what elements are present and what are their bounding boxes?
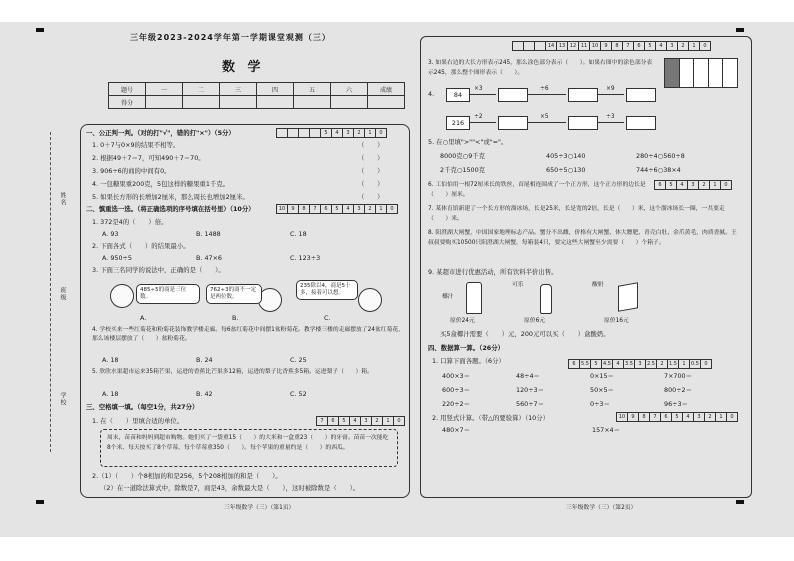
- sec1-item: 1. 0＋7与0×9的结果不相等。: [92, 141, 180, 149]
- corner-mark: [36, 28, 44, 32]
- option-c[interactable]: C. 18: [290, 230, 307, 238]
- arrow: [528, 94, 566, 95]
- score-head: 三: [220, 83, 257, 96]
- option-b[interactable]: B. 42: [196, 390, 213, 398]
- sec1-score-strip: 5 4 3 2 1 0: [276, 128, 387, 138]
- option-c[interactable]: C. 123÷3: [290, 254, 321, 262]
- chain-op: ÷6: [540, 86, 549, 92]
- arrow: [598, 122, 624, 123]
- score-head: 五: [294, 83, 331, 96]
- sec1-title: 一、公正判一判。（对的打"√"，错的打"×"）（5分）: [86, 129, 235, 137]
- sec1-item: 3. 906÷6的商的中间有0。: [92, 167, 171, 175]
- name-label: 姓名: [59, 192, 66, 206]
- option-b[interactable]: B. 47×6: [196, 254, 222, 262]
- subject-title: 数 学: [222, 60, 265, 75]
- calc-score-strip: 6 5.5 5 4.5 4 3.5 3 2.5 2 1.5 1 0.5 0: [568, 359, 712, 369]
- answer-paren[interactable]: （ ）: [358, 193, 384, 201]
- calc-item[interactable]: 0×15＝: [590, 372, 614, 380]
- score-cell[interactable]: [220, 96, 257, 109]
- r-q6: 6. 工伯伯用一根72厘米长的铁丝，首尾相连围成了一个正方形，这个正方形的边长是（ ）厘米。: [428, 182, 646, 198]
- answer-box[interactable]: [498, 116, 528, 130]
- sec3-score-strip: 7 6 5 4 3 2 1 0: [316, 416, 405, 426]
- vert-item[interactable]: 480×7＝: [442, 426, 471, 434]
- compare-item[interactable]: 405÷3○140: [546, 152, 586, 160]
- arrow: [598, 94, 624, 95]
- calc-item[interactable]: 400×3＝: [442, 372, 471, 380]
- r-q9: 9. 某超市进行优惠活动，所有饮料半价出售。: [428, 268, 558, 276]
- chain-op: ×3: [474, 86, 483, 92]
- chain-op: ÷2: [474, 114, 483, 120]
- score-cell[interactable]: [331, 96, 368, 109]
- option-b[interactable]: B. 1488: [196, 230, 221, 238]
- r-q7: 7. 某体育馆新建了一个长方形的溜冰场，长是25米，长是宽的2倍，长是（ ）米，这个溜冰场长一圈，一共要走（ ）米。: [428, 206, 725, 222]
- score-head: 成绩: [368, 83, 405, 96]
- chain-op: ÷3: [606, 114, 615, 120]
- option-a[interactable]: A. 950÷5: [102, 254, 132, 262]
- calc-title: 1. 口算下面各题。（6分）: [432, 357, 505, 365]
- exam-title: 三年级2023-2024学年第一学期课堂观测（三）: [130, 33, 331, 42]
- drink-name: 酸奶: [592, 282, 604, 288]
- calc-item[interactable]: 48÷4＝: [516, 372, 540, 380]
- class-label: 班级: [59, 287, 66, 301]
- score-label: 得分: [109, 96, 146, 109]
- kid-avatar: [110, 284, 134, 308]
- compare-item[interactable]: 2千克○1500克: [440, 166, 486, 174]
- r-q3: 3. 如果右边的大长方形表示245，那么涂色部分表示（ ）。如果右图中的涂色部分表示245，那么整个图形表示（ ）。: [428, 60, 653, 76]
- score-cell[interactable]: [257, 96, 294, 109]
- speech-bubble: 235除以4，商是5十多，接着可以想。: [296, 280, 358, 300]
- score-head: 六: [331, 83, 368, 96]
- speech-bubble: 762÷3的商不一定是两位数。: [206, 284, 262, 304]
- r-q5: 5. 在○里填">""<"或"="。: [428, 138, 508, 146]
- exam-sheet: [0, 22, 794, 537]
- sec3-q2b: （2）在一道除法算式中，除数是7，商是43，余数最大是（ ），这时被除数是（ ）。: [100, 484, 360, 492]
- score-head: 题号: [109, 83, 146, 96]
- calc-item[interactable]: 7×700＝: [664, 372, 693, 380]
- drink-price: 原价24元: [450, 318, 475, 324]
- compare-item[interactable]: 650÷5○130: [546, 166, 586, 174]
- vert-title: 2. 用竖式计算。（带△的要验算）（10分）: [432, 414, 550, 422]
- score-cell[interactable]: [294, 96, 331, 109]
- fraction-rect: [664, 58, 738, 88]
- sec3-q2: 2.（1）（ ）个8相加的和是256，5个208相加的和是（ ）。: [92, 472, 282, 480]
- calc-item[interactable]: 120÷3＝: [516, 386, 545, 394]
- speech-bubble: 485÷5的商是三位数。: [136, 284, 200, 304]
- score-cell[interactable]: [183, 96, 220, 109]
- score-head: 二: [183, 83, 220, 96]
- r-q4: 4.: [428, 90, 435, 98]
- answer-paren[interactable]: （ ）: [358, 180, 384, 188]
- calc-item[interactable]: 800÷2＝: [664, 386, 693, 394]
- coconut-juice-icon: [466, 282, 482, 314]
- answer-paren[interactable]: （ ）: [358, 154, 384, 162]
- yogurt-box-icon: [618, 282, 638, 312]
- sec1-item: 2. 根据49＋7＝7，可知490＋7＝70。: [92, 154, 205, 162]
- answer-box[interactable]: [626, 88, 656, 102]
- sec1-item: 5. 如果长方形的长增加2厘米，那么周长也增加2厘米。: [92, 193, 249, 201]
- answer-paren[interactable]: （ ）: [358, 141, 384, 149]
- sec3-title: 三、空格填一填。（每空1分，共27分）: [86, 403, 199, 411]
- sec2-title: 二、慎重选一选。（将正确选项的序号填在括号里）（10分）: [86, 205, 255, 213]
- cola-bottle-icon: [540, 284, 552, 314]
- answer-box[interactable]: [568, 116, 598, 130]
- calc-item[interactable]: 96÷3＝: [664, 400, 688, 408]
- chain1-start: 84: [446, 88, 470, 102]
- sec2-q4: 4. 学校买来一些红菊花和粉菊花装饰教学楼走廊。每6盆红菊花中间摆1盆粉菊花。教学楼三楼的走廊摆放了24盆红菊花，那么该楼层摆放了（ ）盆粉菊花。: [92, 327, 404, 342]
- chain-op: ×5: [540, 114, 549, 120]
- answer-paren[interactable]: （ ）: [358, 167, 384, 175]
- sec2-score-strip: 10 9 8 7 6 5 4 3 2 1 0: [276, 204, 398, 214]
- option-a[interactable]: A. 93: [102, 230, 119, 238]
- unit-fill-box: [100, 429, 398, 467]
- drink-name: 可乐: [512, 282, 524, 288]
- calc-item[interactable]: 560÷7＝: [516, 400, 545, 408]
- binding-line: [50, 132, 51, 452]
- sec4-title: 四、数据算一算。（26分）: [428, 344, 504, 352]
- drink-name: 椰汁: [442, 294, 454, 300]
- option-c[interactable]: C.: [324, 314, 331, 322]
- option-a[interactable]: A.: [140, 314, 147, 322]
- school-label: 学校: [59, 392, 66, 406]
- option-c[interactable]: C. 52: [290, 390, 307, 398]
- option-a[interactable]: A. 18: [102, 356, 119, 364]
- score-cell[interactable]: [368, 96, 405, 109]
- shaded-part: [665, 59, 680, 87]
- chain-op: ×9: [606, 86, 615, 92]
- arrow: [528, 122, 566, 123]
- option-a[interactable]: A. 18: [102, 390, 119, 398]
- calc-item[interactable]: 50×5＝: [590, 386, 614, 394]
- r-q8: 8. 阳澄湖大闸蟹，中国国家地理标志产品。蟹分不出雌，价格有大闸蟹、体大膘肥、青壳白肚、金爪黄毛，肉质香腻。王叔叔要购买10500只阳澄湖大闸蟹，每箱装4只，要完这些大闸蟹至少需要（ ）个箱子。: [428, 230, 737, 246]
- sec2-q1: 1. 372是4的（ ）倍。: [92, 218, 168, 226]
- r-q9-text: 买5盒椰汁需要（ ）元，200元可以买（ ）盒酸奶。: [440, 330, 610, 338]
- answer-box[interactable]: [568, 88, 598, 102]
- answer-box[interactable]: [498, 88, 528, 102]
- unit-fill-text: 周末，苗苗和妈妈到超市购物。她们买了一袋重15（ ）的大米和一盒重23（ ）的牙膏。苗苗一次能吃8个米，每天按买了8个草莓，每个草莓重350（ ）。每个苹果的重量约是（ ）的西瓜。: [107, 435, 389, 451]
- corner-mark: [736, 500, 744, 504]
- drink-price: 原价6元: [524, 318, 546, 324]
- compare-item[interactable]: 8000克○9千克: [440, 152, 486, 160]
- compare-item[interactable]: 280÷4○560÷8: [636, 152, 685, 160]
- sec2-q5: 5. 欣欣水果超市运来35箱芒果，运进的香蕉比芒果多12箱，运进的梨子比香蕉多5箱。运进梨子（ ）箱。: [92, 369, 373, 375]
- answer-box[interactable]: [626, 116, 656, 130]
- chain2-start: 216: [446, 116, 470, 130]
- right-score-strip: 14 13 12 11 10 9 8 7 6 5 4 3 2 1 0: [512, 41, 711, 51]
- arrow: [470, 122, 496, 123]
- arrow: [470, 94, 496, 95]
- vert-item[interactable]: 157×4＝: [592, 426, 621, 434]
- score-head: 四: [257, 83, 294, 96]
- sec2-q2: 2. 下面各式（ ）的结果最小。: [92, 242, 190, 250]
- calc-item[interactable]: 0÷3＝: [590, 400, 610, 408]
- sec2-q3: 3. 下面三名同学的说法中，正确的是（ ）。: [92, 266, 225, 274]
- calc-item[interactable]: 600÷3＝: [442, 386, 471, 394]
- score-head: 一: [146, 83, 183, 96]
- vert-score-strip: 10 9 8 7 6 5 4 3 2 1 0: [616, 412, 738, 422]
- sec1-item: 4. 一包糖果重200克，5包这样的糖果重1千克。: [92, 180, 230, 188]
- corner-mark: [736, 28, 744, 32]
- drink-price: 原价16元: [604, 318, 629, 324]
- q6-score-strip: 6 5 4 3 2 1 0: [654, 180, 732, 190]
- option-b[interactable]: B.: [232, 314, 239, 322]
- score-cell[interactable]: [146, 96, 183, 109]
- corner-mark: [36, 500, 44, 504]
- calc-item[interactable]: 220÷2＝: [442, 400, 471, 408]
- sec3-q1: 1. 在（ ）里填合适的单位。: [92, 417, 184, 425]
- compare-item[interactable]: 744÷6○38×4: [636, 166, 681, 174]
- kid-avatar: [358, 288, 382, 312]
- footer-left: 三年级数学（三）（第1页）: [224, 505, 295, 511]
- score-table: [108, 82, 405, 109]
- footer-right: 三年级数学（三）（第2页）: [566, 505, 637, 511]
- option-c[interactable]: C. 25: [290, 356, 307, 364]
- option-b[interactable]: B. 24: [196, 356, 213, 364]
